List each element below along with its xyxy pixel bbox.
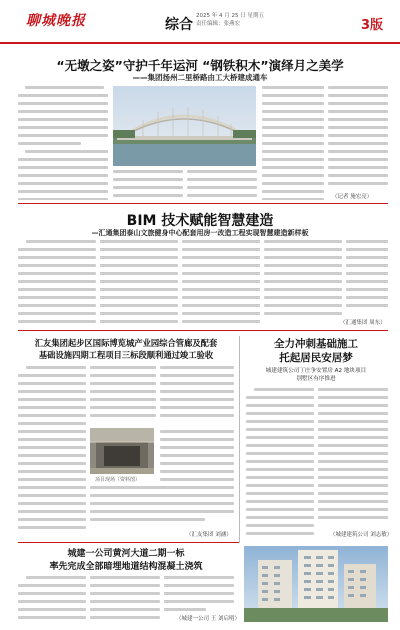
divider [18, 330, 388, 331]
story5-body-col2 [90, 576, 160, 622]
pipe-gallery-photo-image [90, 428, 154, 474]
newspaper-logo: 聊城晚报 [26, 13, 86, 29]
story4-subhead-line1: 城建建筑公司丁庄争安置房 A2 地块项目 [265, 368, 367, 374]
building-photo [244, 546, 388, 622]
divider [18, 203, 388, 204]
story2-byline: （汇通集团 周东） [340, 320, 386, 326]
story5-headline-line1: 城建一公司黄河大道二期一标 [67, 549, 185, 559]
story2-body-col2 [100, 240, 178, 326]
section-title: 综合 [165, 17, 193, 33]
story4-headline [244, 337, 388, 365]
story4-subhead-line2: 别墅区有序推进 [296, 376, 336, 382]
story4-subhead [244, 367, 388, 383]
column-divider [239, 336, 240, 542]
story2-headline: BIM 技术赋能智慧建造 [126, 213, 274, 229]
story1-body-col2 [113, 170, 183, 200]
story3-headline [18, 337, 234, 361]
story5-body-col3 [164, 576, 234, 612]
story3-headline-line2: 基础设施四期工程项目三标段顺利通过竣工验收 [38, 350, 214, 360]
story2-body-col3 [182, 240, 260, 326]
story3-body-col1 [18, 366, 86, 536]
story2-subhead: —汇通集团泰山文旅健身中心配套用房一改造工程实现智慧建造新样板 [91, 229, 309, 237]
story1-body-col1 [18, 86, 108, 200]
story2-body-col4 [264, 240, 342, 326]
story5-headline [18, 548, 234, 574]
story1-body-col5 [328, 86, 388, 190]
story5-body-col1 [18, 576, 86, 622]
story3-body-col2-top [90, 366, 156, 426]
story4-body-col2 [318, 388, 388, 538]
story2-body-col1 [18, 240, 96, 326]
story3-byline: （汇友集团 刘涵） [186, 532, 232, 538]
issue-editor: 责任编辑：张燕宏 [196, 21, 241, 27]
story5-byline: （城建一公司 王 刘启明） [176, 616, 240, 622]
building-photo-image [244, 546, 388, 622]
page-number: 3版 [361, 18, 384, 33]
pipe-gallery-photo [90, 428, 154, 474]
story4-body-col1 [246, 388, 314, 538]
story3-headline-line1: 汇友集团起步区国际博览城产业园综合管廊及配套 [34, 338, 218, 348]
story4-headline-line2: 托起居民安居梦 [279, 352, 353, 364]
issue-date: 2025 年 4 月 25 日 星期五 [196, 13, 264, 19]
bridge-photo [113, 86, 256, 166]
story1-subhead: ——集团扬州二里桥路由工大桥建成通车 [132, 73, 268, 82]
story3-caption: 项目现场（资料图） [95, 477, 141, 483]
story4-headline-line1: 全力冲刺基础施工 [274, 338, 358, 350]
story2-body-col5 [346, 240, 388, 314]
story3-body-bottom [90, 486, 234, 526]
story3-body-col3-top [160, 366, 234, 426]
story5-headline-line2: 率先完成全部暗埋地道结构混凝土浇筑 [49, 562, 203, 572]
story3-body-col3-mid [160, 430, 234, 490]
bridge-photo-image [113, 86, 256, 166]
story1-body-col3 [187, 170, 257, 200]
divider [18, 542, 239, 543]
story1-body-col4 [262, 86, 324, 200]
story4-byline: （城建建筑公司 刘志敏） [330, 532, 393, 538]
story1-caption: （记者 施宏亮） [332, 194, 373, 200]
page-header [0, 0, 400, 44]
story1-headline: “无墩之姿”守护千年运河 “钢铁积木”演绎月之美学 [56, 58, 344, 73]
issue-meta [196, 12, 264, 28]
